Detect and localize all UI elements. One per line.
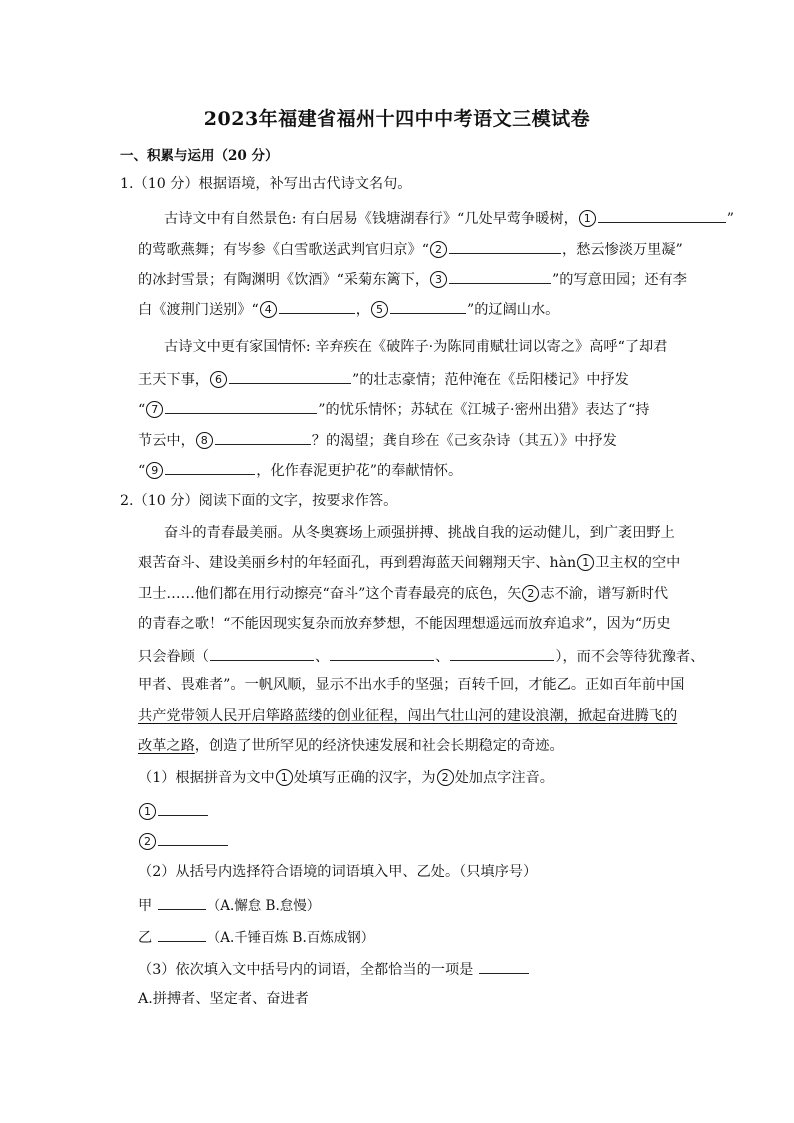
passage-line-8: [138, 736, 564, 756]
q1-text: 白《渡荆门送别》“: [138, 302, 259, 318]
question-1-heading: 1.（10 分）根据语境，补写出古代诗文名句。: [120, 176, 412, 192]
circle-number: 3: [430, 271, 447, 288]
passage-line-1: 奋斗的青春最美丽。从冬奥赛场上顽强拼搏、挑战自我的运动健儿，到广袤田野上: [164, 525, 675, 541]
answer-blank-3[interactable]: [449, 268, 551, 284]
q1-text: ？的渴望；龚自珍在《己亥杂诗（其五）》中抒发: [311, 433, 617, 449]
question-2-heading: 2.（10 分）阅读下面的文字，按要求作答。: [120, 493, 398, 509]
passage-text: 、: [435, 649, 450, 665]
passage-line-2: [138, 553, 680, 573]
circle-number: 2: [139, 833, 156, 850]
answer-blank-b[interactable]: [330, 645, 434, 661]
answer-blank-7[interactable]: [165, 398, 317, 414]
answer-blank-5[interactable]: [390, 298, 466, 314]
q1-text: ，: [355, 302, 370, 318]
sub-text: 处填写正确的汉字，为: [293, 770, 436, 786]
subquestion-1: [138, 768, 554, 788]
q1-line-3: [138, 268, 687, 290]
q1-text: ，愁云惨淡万里凝”: [562, 242, 683, 258]
passage-line-7: 共产党带领人民开启筚路蓝缕的创业征程，闯出气壮山河的建设浪潮，掀起奋进腾飞的: [138, 708, 678, 724]
answer-blank-a[interactable]: [210, 645, 314, 661]
q1-text: ”的壮志豪情；范仲淹在《岳阳楼记》中抒发: [351, 372, 629, 388]
q1-text: ”的写意田园；还有李: [552, 272, 687, 288]
passage-text: ），而不会等待犹豫者、: [555, 649, 705, 665]
yi-options: （A.千锤百炼 B.百炼成钢）: [206, 930, 375, 946]
circle-number: 1: [139, 803, 156, 820]
passage-text: 卫主权的空中: [595, 555, 681, 571]
q1-text: 节云中，: [138, 433, 195, 449]
circle-number: 7: [146, 401, 163, 418]
option-a: A.拼搏者、坚定者、奋进者: [138, 991, 309, 1007]
circle-number: 2: [430, 241, 447, 258]
circle-number: 2: [437, 769, 454, 786]
circle-number: 6: [210, 371, 227, 388]
answer-blank-sub1[interactable]: [158, 800, 208, 816]
answer-blank-sub3[interactable]: [479, 958, 529, 974]
passage-text: ，创造了世所罕见的经济快速发展和社会长期稳定的奇迹。: [194, 738, 564, 754]
q1-line-2: [138, 238, 683, 260]
q1-line-9: [138, 459, 462, 481]
circle-number: 1: [577, 554, 594, 571]
yi-line: [138, 926, 374, 948]
q1-line-5: 古诗文中更有家国情怀: 辛弃疾在《破阵子·为陈同甫赋壮词以寄之》高呼“了却君: [164, 339, 668, 355]
answer-blank-8[interactable]: [215, 429, 311, 445]
passage-text: 志不渝，谱写新时代: [540, 586, 669, 602]
answer-blank-c[interactable]: [450, 645, 554, 661]
passage-text: 艰苦奋斗、建设美丽乡村的年轻面孔，再到碧海蓝天间翱翔天宇、hàn: [138, 555, 577, 571]
page-title: 2023年福建省福州十四中中考语文三模试卷: [203, 108, 591, 130]
q1-text: ”的忧乐情怀；苏轼在《江城子·密州出猎》表达了“持: [318, 402, 650, 418]
circle-number: 8: [196, 432, 213, 449]
jia-label: 甲: [138, 898, 153, 914]
passage-line-5: [138, 645, 704, 667]
sub-text: （3）依次填入文中括号内的词语，全都恰当的一项是: [138, 962, 474, 978]
q1-line-1: [164, 207, 734, 229]
passage-line-3: [138, 584, 668, 604]
answer-blank-jia[interactable]: [158, 894, 206, 910]
sub-text: （1）根据拼音为文中: [138, 770, 275, 786]
passage-text: 卫士……他们都在用行动擦亮“奋斗”这个青春最亮的底色，矢: [138, 586, 522, 602]
q1-text: ”的辽阔山水。: [466, 302, 560, 318]
q1-text: ，化作春泥更护花”的奉献情怀。: [256, 463, 463, 479]
answer-line-2: [138, 830, 229, 852]
answer-blank-2[interactable]: [449, 238, 561, 254]
q1-text: “: [138, 463, 146, 479]
section-heading: 一、积累与运用（20 分）: [120, 148, 279, 164]
circle-number: 4: [260, 301, 277, 318]
answer-line-1: [138, 800, 209, 822]
jia-line: [138, 894, 320, 916]
sub-text: 处加点字注音。: [454, 770, 554, 786]
q1-line-4: [138, 298, 559, 320]
passage-text: 只会眷顾（: [138, 649, 209, 665]
circle-number: 1: [579, 210, 596, 227]
q1-text: 的冰封雪景；有陶渊明《饮酒》“采菊东篱下，: [138, 272, 430, 288]
circle-number: 9: [146, 462, 163, 479]
subquestion-2: （2）从括号内选择符合语境的词语填入甲、乙处。（只填序号）: [138, 864, 538, 880]
q1-line-8: [138, 429, 617, 451]
q1-text: “: [138, 402, 146, 418]
answer-blank-9[interactable]: [165, 459, 255, 475]
subquestion-3: [138, 958, 530, 980]
circle-number: 2: [522, 585, 539, 602]
answer-blank-1[interactable]: [598, 207, 726, 223]
passage-text: 、: [314, 649, 330, 665]
passage-line-6: 甲者、畏难者”。一帆风顺，显示不出水手的坚强；百转千回，才能乙。正如百年前中国: [138, 677, 685, 693]
q1-text: ”: [726, 211, 735, 227]
underlined-text: 改革之路: [138, 738, 195, 754]
answer-blank-6[interactable]: [229, 368, 351, 384]
answer-blank-yi[interactable]: [158, 926, 206, 942]
q1-text: 王天下事，: [138, 372, 209, 388]
answer-blank-4[interactable]: [279, 298, 355, 314]
circle-number: 5: [371, 301, 388, 318]
answer-blank-sub2[interactable]: [158, 830, 228, 846]
yi-label: 乙: [138, 930, 153, 946]
q1-text: 的莺歌燕舞；有岑参《白雪歌送武判官归京》“: [138, 242, 430, 258]
q1-text: 古诗文中有自然景色: 有白居易《钱塘湖春行》“几处早莺争暖树，: [164, 211, 578, 227]
passage-line-4: 的青春之歌！“不能因现实复杂而放弃梦想，不能因理想遥远而放弃追求”，因为“历史: [138, 616, 671, 632]
jia-options: （A.懈怠 B.怠慢）: [206, 898, 321, 914]
circle-number: 1: [276, 769, 293, 786]
q1-line-6: [138, 368, 629, 390]
q1-line-7: [138, 398, 649, 420]
